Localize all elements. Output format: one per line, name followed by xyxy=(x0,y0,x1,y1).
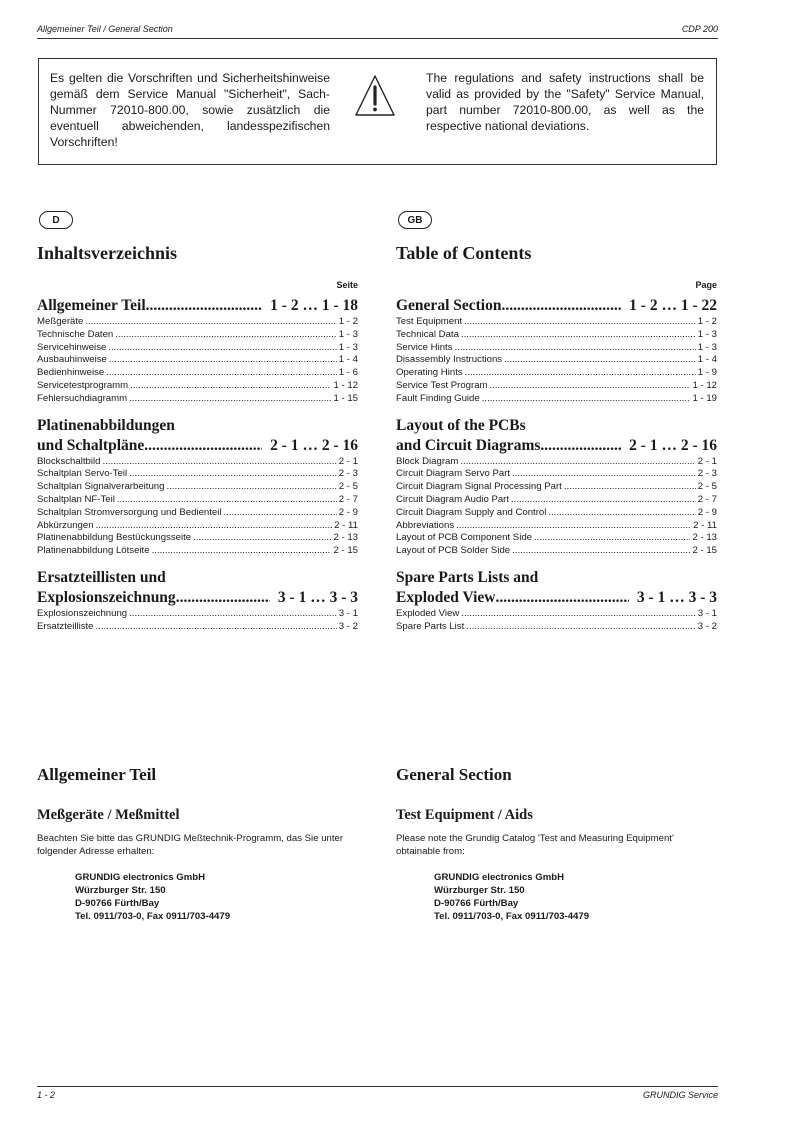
toc-entry-page: 3 - 1 xyxy=(338,607,358,619)
toc-entry-page: 2 - 7 xyxy=(697,493,717,505)
toc-section-title-text: General Section xyxy=(396,297,502,314)
toc-entry-label: Service Hints xyxy=(396,341,453,353)
toc-entry[interactable] xyxy=(396,608,717,621)
toc-entry-label: Platinenabbildung Bestückungsseite xyxy=(37,532,192,544)
toc-entry-page: 1 - 3 xyxy=(338,341,358,353)
page-column-label-gb: Page xyxy=(695,280,717,290)
toc-entry-label: Circuit Diagram Servo Part xyxy=(396,468,511,480)
toc-entry[interactable] xyxy=(396,316,717,329)
toc-section xyxy=(396,568,717,634)
equipment-heading-de: Meßgeräte / Meßmittel xyxy=(37,807,180,823)
toc-entry[interactable] xyxy=(396,545,717,558)
toc-entry-label: Servicetestprogramm xyxy=(37,379,129,391)
toc-entry[interactable] xyxy=(37,316,358,329)
toc-entry[interactable] xyxy=(37,342,358,355)
toc-leader-dots xyxy=(166,481,336,494)
toc-leader-dots xyxy=(461,329,696,342)
address-line: Würzburger Str. 150 xyxy=(434,885,525,896)
toc-leader-dots xyxy=(540,436,621,456)
safety-text-en: The regulations and safety instructions shall be valid as provided by the "Safety" Service Manual, part number 72010-800.00, as well as the respective national deviations. xyxy=(426,71,704,133)
toc-entry-page: 1 - 3 xyxy=(697,341,717,353)
footer-rule xyxy=(37,1086,718,1087)
toc-entry-label: Circuit Diagram Audio Part xyxy=(396,493,510,505)
toc-leader-dots xyxy=(464,316,696,329)
toc-leader-dots xyxy=(115,329,337,342)
toc-entry-label: Exploded View xyxy=(396,607,460,619)
toc-section-title-text: Exploded View xyxy=(396,588,496,606)
toc-leader-dots xyxy=(224,507,337,520)
toc-entry[interactable] xyxy=(37,367,358,380)
toc-list-de xyxy=(37,296,358,634)
toc-entry-page: 2 - 9 xyxy=(338,506,358,518)
toc-entry-page: 2 - 11 xyxy=(334,519,358,531)
toc-entry-page: 2 - 5 xyxy=(697,481,717,493)
toc-entry-label: Schaltplan Signalverarbeitung xyxy=(37,481,165,493)
toc-entry-page: 2 - 11 xyxy=(693,519,717,531)
toc-entry[interactable] xyxy=(396,494,717,507)
toc-section-title[interactable] xyxy=(37,416,358,456)
toc-list-gb xyxy=(396,296,717,634)
toc-leader-dots xyxy=(511,494,696,507)
toc-entry[interactable] xyxy=(396,507,717,520)
address-line: Würzburger Str. 150 xyxy=(75,885,166,896)
address-line: Tel. 0911/703-0, Fax 0911/703-4479 xyxy=(434,911,590,922)
toc-leader-dots xyxy=(117,494,337,507)
toc-leader-dots xyxy=(152,545,332,558)
toc-entry[interactable] xyxy=(396,393,717,406)
toc-section-title-text: und Schaltpläne xyxy=(37,436,145,454)
safety-text-de: Es gelten die Vorschriften und Sicherheitshinweise gemäß dem Service Manual "Sicherheit", Sach-Nummer 72010-800.00, sowie zusätzlich die eventuell abweichenden, landesspezifischen Vorschriften! xyxy=(50,71,330,149)
toc-leader-dots xyxy=(96,520,333,533)
toc-section-pages: 1 - 2 … 1 - 22 xyxy=(629,297,717,314)
toc-leader-dots xyxy=(512,468,696,481)
toc-entry-label: Layout of PCB Solder Side xyxy=(396,545,511,557)
toc-section xyxy=(37,296,358,406)
toc-entry-label: Schaltplan Servo-Teil xyxy=(37,468,128,480)
toc-entry-page: 1 - 4 xyxy=(697,354,717,366)
toc-entry-label: Fault Finding Guide xyxy=(396,392,480,404)
toc-entry-page: 2 - 13 xyxy=(333,532,358,544)
address-line: Tel. 0911/703-0, Fax 0911/703-4479 xyxy=(75,911,231,922)
toc-section-title-text: Layout of the PCBs xyxy=(396,416,526,434)
general-heading-gb: General Section xyxy=(396,765,512,784)
toc-entry-label: Spare Parts List xyxy=(396,620,465,632)
toc-leader-dots xyxy=(144,436,262,456)
toc-entry[interactable] xyxy=(396,367,717,380)
toc-entry-page: 2 - 9 xyxy=(697,506,717,518)
footer-page-number: 1 - 2 xyxy=(37,1090,56,1100)
toc-section-title[interactable] xyxy=(396,568,717,608)
warning-triangle-icon xyxy=(354,74,396,118)
header-title: Allgemeiner Teil / General Section xyxy=(37,24,173,34)
toc-entry-label: Disassembly Instructions xyxy=(396,354,503,366)
toc-leader-dots xyxy=(495,588,628,608)
toc-leader-dots xyxy=(548,507,695,520)
toc-leader-dots xyxy=(456,520,691,533)
toc-entry[interactable] xyxy=(396,532,717,545)
toc-leader-dots xyxy=(504,354,696,367)
toc-entry-label: Blockschaltbild xyxy=(37,455,101,467)
toc-leader-dots xyxy=(564,481,696,494)
toc-entry-page: 2 - 7 xyxy=(338,493,358,505)
toc-leader-dots xyxy=(466,621,696,634)
toc-entry-page: 2 - 5 xyxy=(338,481,358,493)
toc-section-title-text: Ersatzteillisten und xyxy=(37,568,166,586)
header-rule xyxy=(37,38,718,39)
toc-entry[interactable] xyxy=(37,481,358,494)
toc-leader-dots xyxy=(501,296,621,316)
toc-entry-label: Circuit Diagram Signal Processing Part xyxy=(396,481,562,493)
toc-entry-page: 2 - 3 xyxy=(697,468,717,480)
toc-entry-label: Bedienhinweise xyxy=(37,367,105,379)
toc-leader-dots xyxy=(455,342,696,355)
toc-entry-page: 2 - 15 xyxy=(692,545,717,557)
toc-entry-page: 1 - 19 xyxy=(692,392,717,404)
toc-entry-page: 2 - 13 xyxy=(692,532,717,544)
toc-entry[interactable] xyxy=(396,342,717,355)
toc-leader-dots xyxy=(490,380,691,393)
toc-entry[interactable] xyxy=(37,380,358,393)
toc-entry-page: 1 - 12 xyxy=(692,379,717,391)
page-column-label-de: Seite xyxy=(336,280,358,290)
toc-entry-label: Circuit Diagram Supply and Control xyxy=(396,506,547,518)
toc-entry-page: 1 - 15 xyxy=(333,392,358,404)
toc-entry-label: Ausbauhinweise xyxy=(37,354,107,366)
toc-entry-page: 3 - 2 xyxy=(697,620,717,632)
toc-entry-label: Explosionszeichnung xyxy=(37,607,128,619)
toc-leader-dots xyxy=(108,342,336,355)
toc-entry-label: Schaltplan Stromversorgung und Bedienteil xyxy=(37,506,222,518)
toc-leader-dots xyxy=(102,456,336,469)
toc-section-title-text: and Circuit Diagrams xyxy=(396,436,541,454)
toc-entry-page: 2 - 1 xyxy=(697,455,717,467)
toc-section-pages: 3 - 1 … 3 - 3 xyxy=(636,588,717,606)
language-badge-de: D xyxy=(39,211,73,229)
toc-leader-dots xyxy=(146,296,263,316)
toc-entry[interactable] xyxy=(37,545,358,558)
toc-entry-page: 1 - 4 xyxy=(338,354,358,366)
toc-entry[interactable] xyxy=(37,456,358,469)
toc-entry-page: 1 - 6 xyxy=(338,367,358,379)
toc-entry-label: Servicehinweise xyxy=(37,341,107,353)
address-block-de xyxy=(75,871,230,923)
general-heading-de: Allgemeiner Teil xyxy=(37,765,157,784)
toc-entry[interactable] xyxy=(37,520,358,533)
toc-entry-label: Technical Data xyxy=(396,328,459,340)
toc-entry[interactable] xyxy=(37,393,358,406)
toc-leader-dots xyxy=(534,532,690,545)
toc-leader-dots xyxy=(460,456,695,469)
toc-section-title-text: Allgemeiner Teil xyxy=(37,297,146,314)
address-line: D-90766 Fürth/Bay xyxy=(434,898,519,909)
toc-leader-dots xyxy=(130,380,331,393)
toc-entry[interactable] xyxy=(37,507,358,520)
footer-brand: GRUNDIG Service xyxy=(642,1090,718,1100)
toc-entry-page: 1 - 2 xyxy=(338,316,358,327)
toc-entry-label: Platinenabbildung Lötseite xyxy=(37,545,150,557)
toc-leader-dots xyxy=(465,367,696,380)
toc-leader-dots xyxy=(96,621,337,634)
toc-leader-dots xyxy=(461,608,696,621)
toc-entry[interactable] xyxy=(37,329,358,342)
toc-section-title[interactable] xyxy=(396,296,717,316)
toc-entry[interactable] xyxy=(396,621,717,634)
toc-section-title[interactable] xyxy=(396,416,717,456)
toc-section xyxy=(396,296,717,406)
toc-section-title-text: Explosionszeichnung xyxy=(37,588,176,606)
toc-leader-dots xyxy=(129,468,337,481)
toc-leader-dots xyxy=(109,354,337,367)
toc-section-pages: 2 - 1 … 2 - 16 xyxy=(270,436,358,454)
toc-leader-dots xyxy=(482,393,691,406)
toc-entry-page: 1 - 3 xyxy=(697,328,717,340)
toc-entry-label: Fehlersuchdiagramm xyxy=(37,392,128,404)
toc-section-pages: 2 - 1 … 2 - 16 xyxy=(629,436,717,454)
toc-entry-page: 1 - 9 xyxy=(697,367,717,379)
address-block-gb xyxy=(434,871,589,923)
toc-entry-page: 3 - 2 xyxy=(338,620,358,632)
toc-section-title-text: Platinenabbildungen xyxy=(37,416,175,434)
toc-entry[interactable] xyxy=(37,468,358,481)
toc-entry-label: Operating Hints xyxy=(396,367,463,379)
toc-entry-label: Test Equipment xyxy=(396,316,463,327)
toc-leader-dots xyxy=(176,588,270,608)
toc-section xyxy=(37,568,358,634)
toc-entry[interactable] xyxy=(37,532,358,545)
toc-leader-dots xyxy=(193,532,331,545)
toc-leader-dots xyxy=(129,608,337,621)
toc-entry-page: 2 - 1 xyxy=(338,455,358,467)
equipment-text-de: Beachten Sie bitte das GRUNDIG Meßtechnik-Programm, das Sie unter folgender Adresse erhalten: xyxy=(37,833,344,857)
toc-entry[interactable] xyxy=(37,354,358,367)
toc-section-title-text: Spare Parts Lists and xyxy=(396,568,539,586)
toc-entry-label: Service Test Program xyxy=(396,379,488,391)
toc-title-de: Inhaltsverzeichnis xyxy=(37,243,178,263)
toc-entry-label: Technische Daten xyxy=(37,328,114,340)
toc-entry[interactable] xyxy=(396,468,717,481)
address-line: GRUNDIG electronics GmbH xyxy=(434,872,565,883)
toc-entry[interactable] xyxy=(396,456,717,469)
toc-entry-page: 3 - 1 xyxy=(697,607,717,619)
toc-entry[interactable] xyxy=(396,354,717,367)
toc-entry[interactable] xyxy=(37,608,358,621)
toc-entry[interactable] xyxy=(396,329,717,342)
toc-entry-label: Abkürzungen xyxy=(37,519,94,531)
toc-entry[interactable] xyxy=(37,621,358,634)
address-line: D-90766 Fürth/Bay xyxy=(75,898,160,909)
toc-entry-label: Layout of PCB Component Side xyxy=(396,532,532,544)
toc-leader-dots xyxy=(106,367,337,380)
toc-entry[interactable] xyxy=(396,380,717,393)
toc-entry-page: 2 - 15 xyxy=(333,545,358,557)
toc-section xyxy=(37,416,358,558)
toc-entry-label: Block Diagram xyxy=(396,455,459,467)
toc-section-title[interactable] xyxy=(37,568,358,608)
language-badge-gb: GB xyxy=(398,211,432,229)
toc-entry[interactable] xyxy=(396,481,717,494)
toc-leader-dots xyxy=(85,316,336,329)
toc-section-title[interactable] xyxy=(37,296,358,316)
toc-entry-label: Meßgeräte xyxy=(37,316,84,327)
toc-entry-page: 1 - 12 xyxy=(333,379,358,391)
toc-leader-dots xyxy=(512,545,690,558)
toc-entry-label: Schaltplan NF-Teil xyxy=(37,493,115,505)
toc-section xyxy=(396,416,717,558)
toc-entry-label: Ersatzteilliste xyxy=(37,620,94,632)
toc-entry-page: 1 - 3 xyxy=(338,328,358,340)
toc-entry[interactable] xyxy=(37,494,358,507)
toc-section-pages: 3 - 1 … 3 - 3 xyxy=(277,588,358,606)
equipment-text-gb: Please note the Grundig Catalog 'Test and Measuring Equipment' obtainable from: xyxy=(396,833,674,857)
toc-entry-page: 1 - 2 xyxy=(697,316,717,327)
toc-entry[interactable] xyxy=(396,520,717,533)
toc-entry-label: Abbreviations xyxy=(396,519,455,531)
toc-entry-page: 2 - 3 xyxy=(338,468,358,480)
header-model: CDP 200 xyxy=(681,24,718,34)
address-line: GRUNDIG electronics GmbH xyxy=(75,872,206,883)
toc-leader-dots xyxy=(129,393,331,406)
toc-section-pages: 1 - 2 … 1 - 18 xyxy=(270,297,358,314)
equipment-heading-gb: Test Equipment / Aids xyxy=(396,807,533,823)
toc-title-gb: Table of Contents xyxy=(396,243,532,263)
